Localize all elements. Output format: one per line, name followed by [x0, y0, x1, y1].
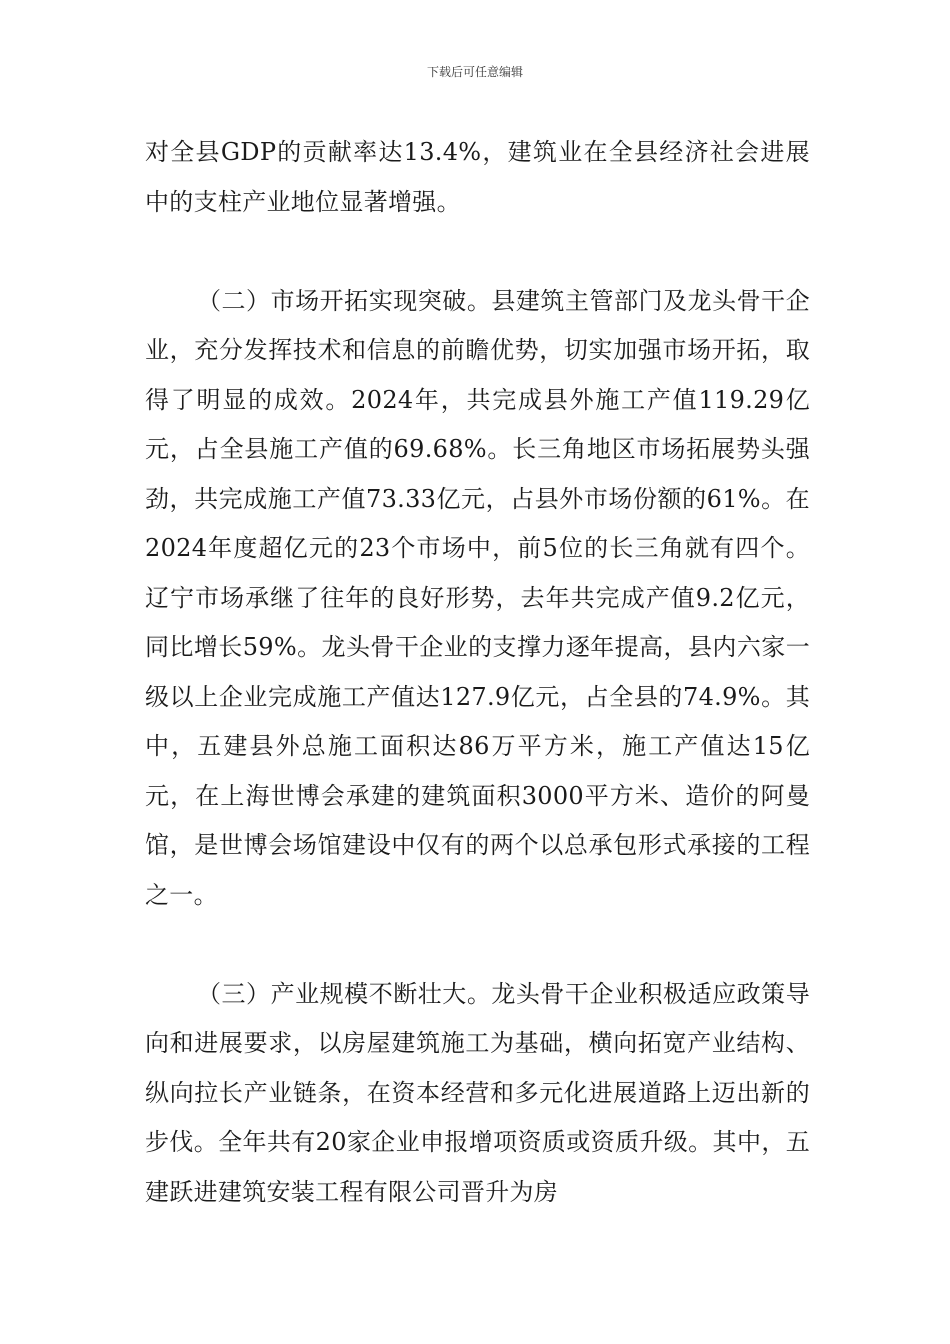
paragraph-continuation: 对全县GDP的贡献率达13.4%，建筑业在全县经济社会进展中的支柱产业地位显著增强。 [145, 138, 810, 216]
paragraph-industry-scale: （三）产业规模不断壮大。龙头骨干企业积极适应政策导向和进展要求，以房屋建筑施工为基础，横向拓宽产业结构、纵向拉长产业链条，在资本经营和多元化进展道路上迈出新的步伐。全年共有20家企业申报增项资质或资质升级。其中，五建跃进建筑安装工程有限公司晋升为房 [145, 979, 810, 1206]
page-header-note: 下载后可任意编辑 [426, 65, 523, 79]
document-body [145, 128, 810, 1217]
paragraph-gap [145, 920, 810, 970]
paragraph-gap [145, 227, 810, 277]
paragraph-market-expansion: （二）市场开拓实现突破。县建筑主管部门及龙头骨干企业，充分发挥技术和信息的前瞻优势，切实加强市场开拓，取得了明显的成效。2024年，共完成县外施工产值119.29亿元，占全县施工产值的69.68%。长三角地区市场拓展势头强劲，共完成施工产值73.33亿元，占县外市场份额的61%。在2024年度超亿元的23个市场中，前5位的长三角就有四个。辽宁市场承继了往年的良好形势，去年共完成产值9.2亿元，同比增长59%。龙头骨干企业的支撑力逐年提高，县内六家一级以上企业完成施工产值达127.9亿元，占全县的74.9%。其中，五建县外总施工面积达86万平方米，施工产值达15亿元，在上海世博会承建的建筑面积3000平方米、造价的阿曼馆，是世博会场馆建设中仅有的两个以总承包形式承接的工程之一。 [145, 286, 810, 909]
